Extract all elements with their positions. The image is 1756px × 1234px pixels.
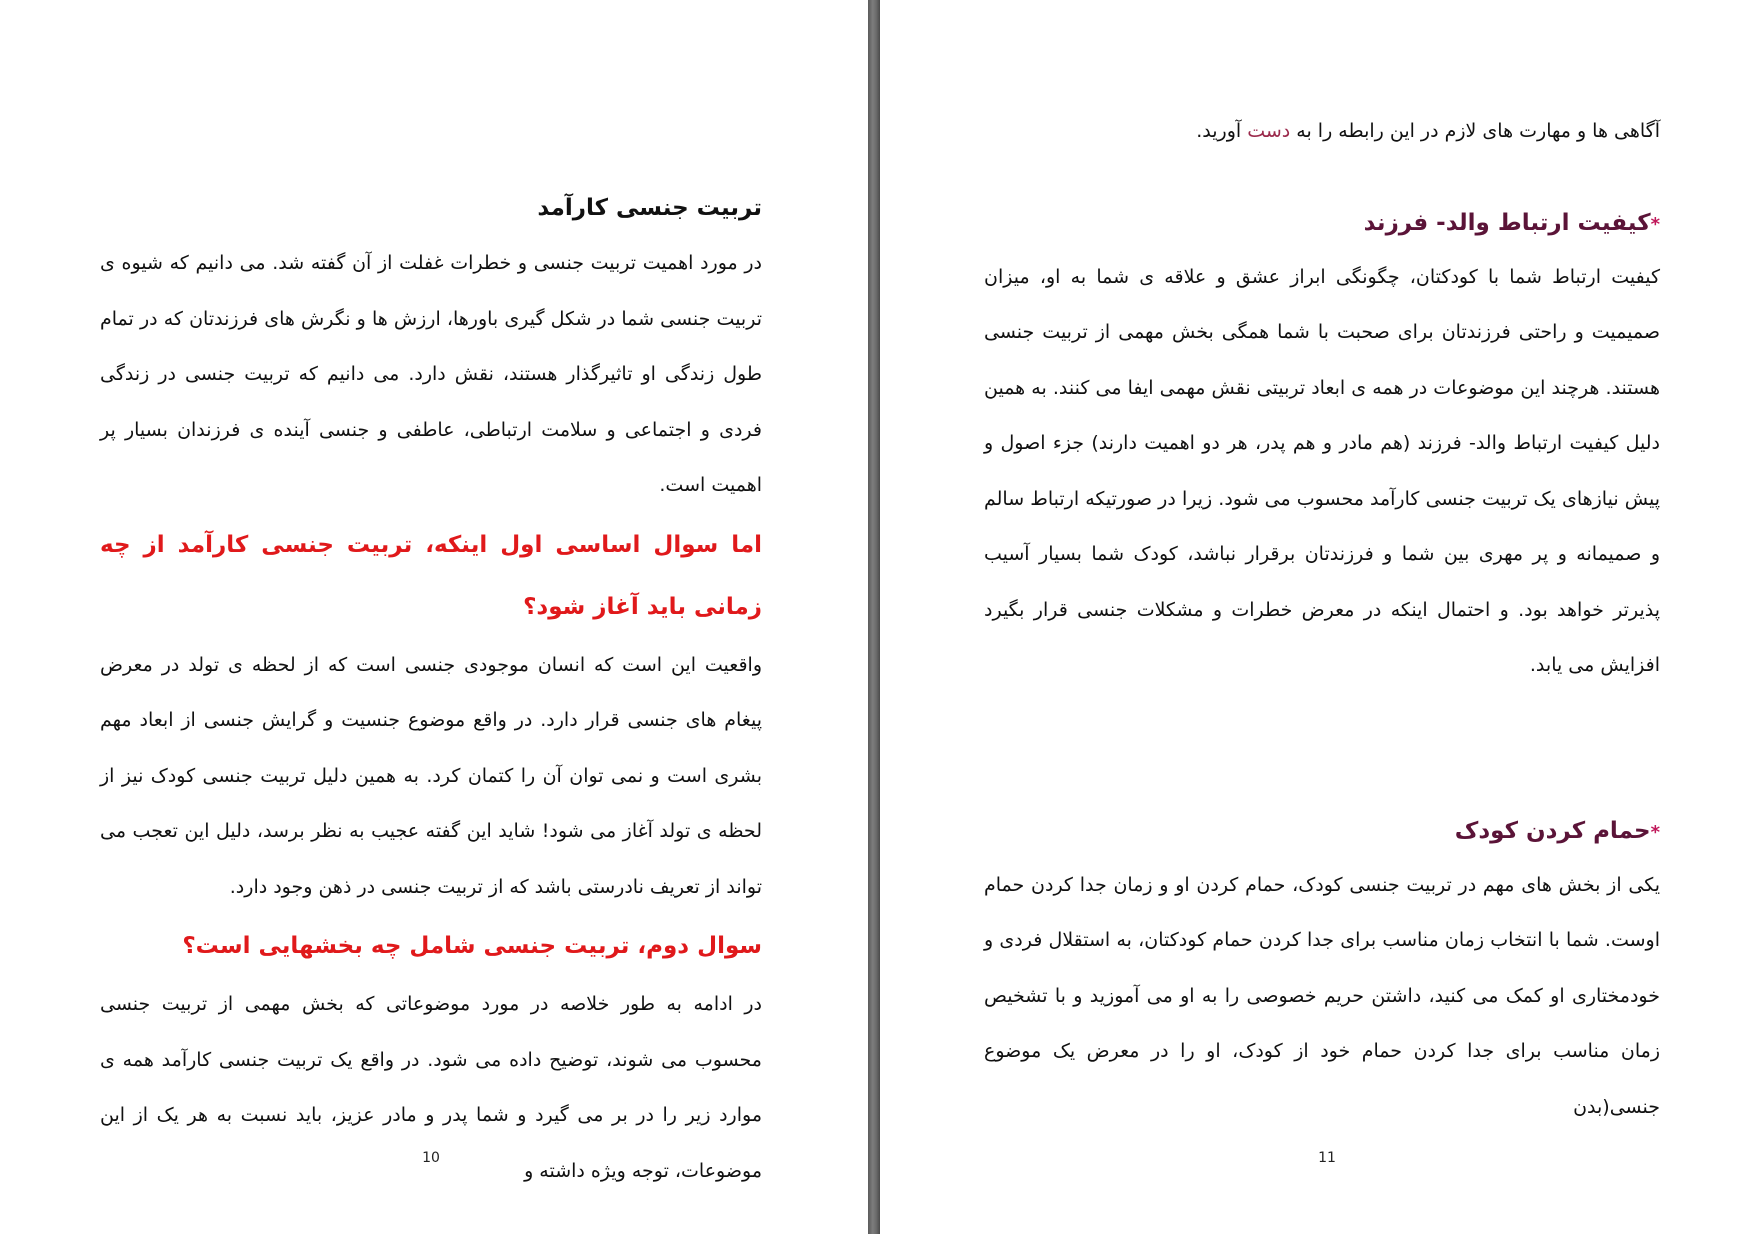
page-number-right: 11 xyxy=(1318,1150,1336,1166)
answer-paragraph-1: واقعیت این است که انسان موجودی جنسی است که از لحظه ی تولد در معرض پیغام های جنسی قرار دارد. در واقع موضوع جنسیت و گرایش جنسی از ابعاد مهم بشری است و نمی توان آن را کتمان کرد. به همین دلیل تربیت جنسی کودک نیز از لحظه ی تولد آغاز می شود! شاید این گفته عجیب به نظر برسد، دلیل این تعجب می تواند از تعریف نادرستی باشد که از تربیت جنسی در ذهن وجود دارد. xyxy=(100,653,762,898)
continued-text-part1: آگاهی ها و مهارت های لازم در این رابطه را به xyxy=(1290,120,1660,142)
asterisk-icon: * xyxy=(1650,213,1660,235)
question-heading-1: اما سوال اساسی اول اینکه، تربیت جنسی کارآمد از چه زمانی باید آغاز شود؟ xyxy=(100,531,762,620)
answer-paragraph-2: در ادامه به طور خلاصه در مورد موضوعاتی که بخش مهمی از تربیت جنسی محسوب می شوند، توضیح داده می شود. در واقع یک تربیت جنسی کارآمد همه ی موارد زیر را در بر می گیرد و شما پدر و مادر عزیز، باید نسبت به هر یک از این موضوعات، توجه ویژه داشته و xyxy=(100,993,762,1182)
question-heading-2: سوال دوم، تربیت جنسی شامل چه بخشهایی است؟ xyxy=(182,933,762,959)
section-heading-relationship xyxy=(984,198,1660,250)
section-heading-relationship-text: کیفیت ارتباط والد- فرزند xyxy=(1363,209,1651,236)
page-number-left: 10 xyxy=(422,1150,440,1166)
right-page-content xyxy=(984,104,1660,1135)
left-page xyxy=(0,0,868,1234)
continued-accent-word: دست xyxy=(1247,120,1291,142)
left-page-content xyxy=(100,188,762,1199)
asterisk-icon: * xyxy=(1650,821,1660,843)
section-paragraph-relationship: کیفیت ارتباط شما با کودکتان، چگونگی ابراز عشق و علاقه ی شما به او، میزان صمیمیت و راحتی فرزندتان برای صحبت با شما همگی بخش مهمی از تربیت جنسی هستند. هرچند این موضوعات در همه ی ابعاد تربیتی نقش مهمی ایفا می کنند. به همین دلیل کیفیت ارتباط والد- فرزند (هم مادر و هم پدر، هر دو اهمیت دارند) جزء اصول و پیش نیازهای یک تربیت جنسی کارآمد محسوب می شود. زیرا در صورتیکه ارتباط سالم و صمیمانه و پر مهری بین شما و فرزندتان برقرار نباشد، کودک شما بسیار آسیب پذیرتر خواهد بود. و احتمال اینکه در معرض خطرات و مشکلات جنسی قرار بگیرد افزایش می یابد. xyxy=(984,265,1660,676)
spacer xyxy=(984,694,1660,806)
section-paragraph-bathing: یکی از بخش های مهم در تربیت جنسی کودک، حمام کردن او و زمان جدا کردن حمام اوست. شما با انتخاب زمان مناسب برای جدا کردن حمام کودکتان، به استقلال فردی و خودمختاری او کمک می کنید، داشتن حریم خصوصی را به او می آموزید و با تشخیص زمان مناسب برای جدا کردن حمام خود از کودک، او را در معرض یک موضوع جنسی(بدن xyxy=(984,873,1660,1118)
page-divider xyxy=(868,0,880,1234)
section-heading-bathing xyxy=(984,806,1660,858)
right-page xyxy=(880,0,1756,1234)
section-heading-bathing-text: حمام کردن کودک xyxy=(1454,817,1651,844)
page-title: تربیت جنسی کارآمد xyxy=(537,195,762,221)
intro-paragraph: در مورد اهمیت تربیت جنسی و خطرات غفلت از آن گفته شد. می دانیم که شیوه ی تربیت جنسی شما در شکل گیری باورها، ارزش ها و نگرش های فرزندتان که در تمام طول زندگی او تاثیرگذار هستند، نقش دارد. می دانیم که تربیت جنسی در زندگی فردی و اجتماعی و سلامت ارتباطی، عاطفی و جنسی آینده ی فرزندان بسیار پر اهمیت است. xyxy=(100,252,762,496)
continued-text-part2: آورید. xyxy=(1196,120,1248,142)
spacer xyxy=(984,160,1660,198)
continued-paragraph xyxy=(984,104,1660,160)
